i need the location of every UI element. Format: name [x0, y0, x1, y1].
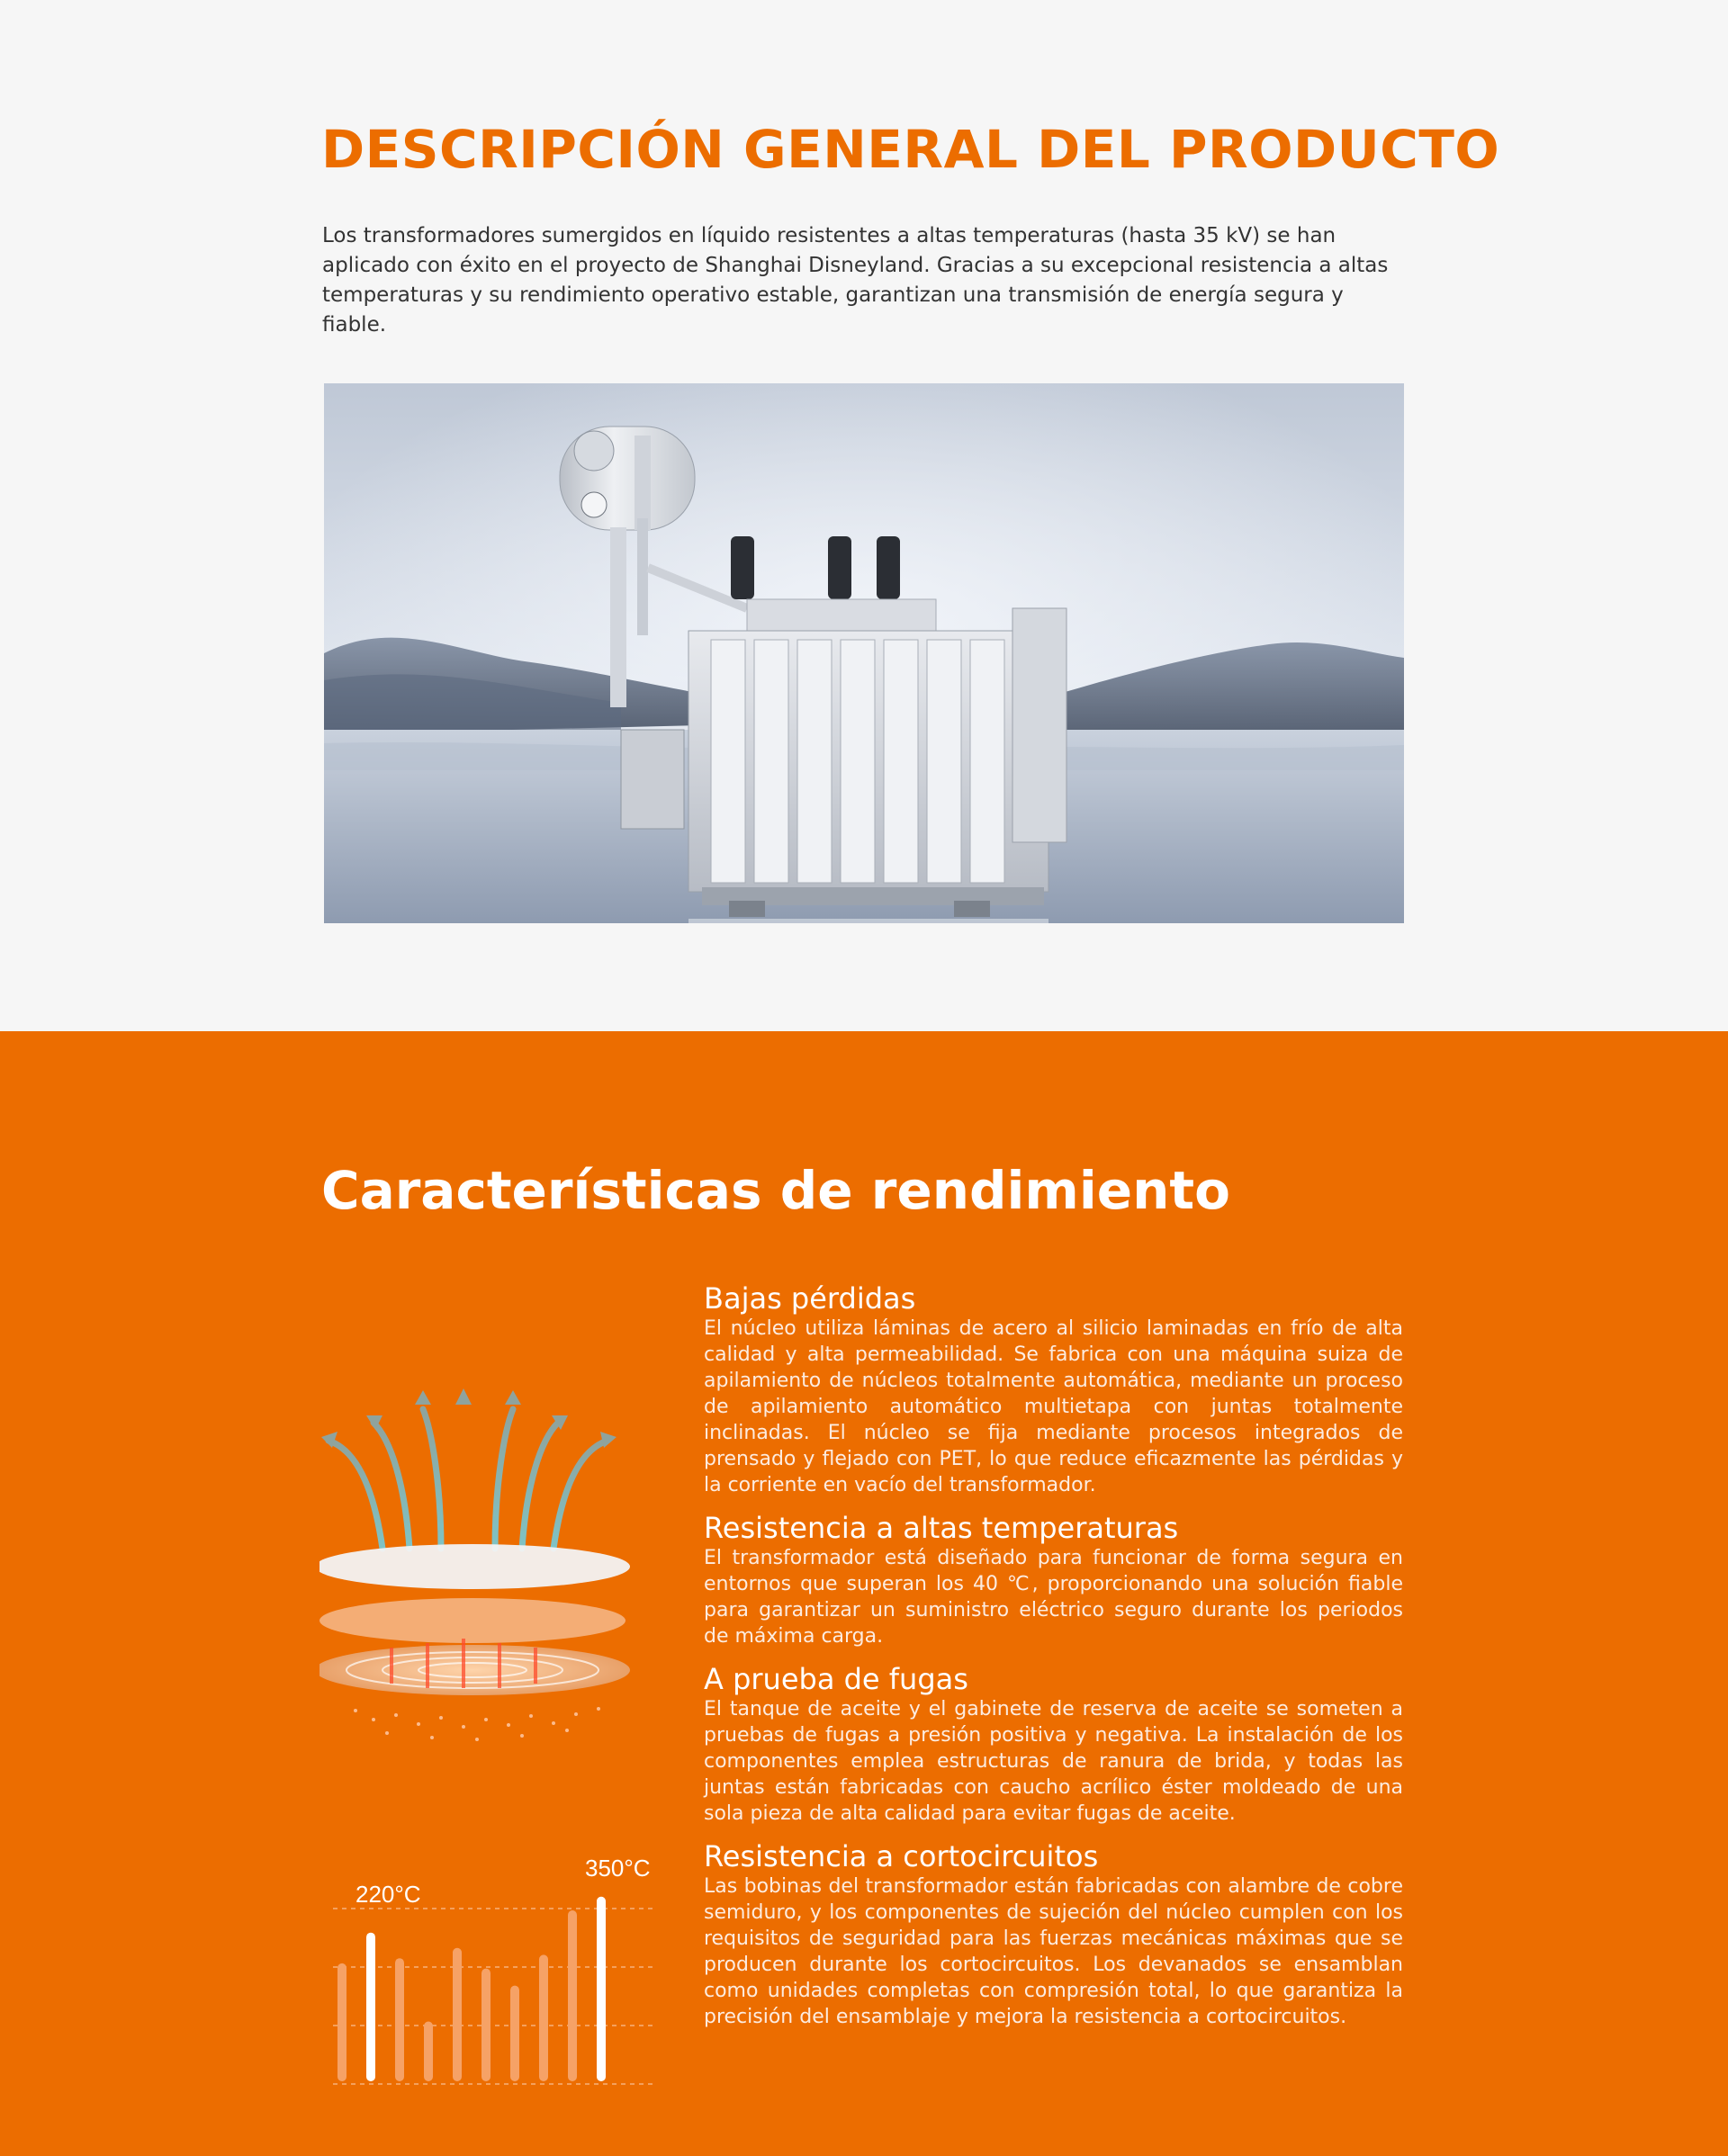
temperature-bar	[568, 1910, 577, 2081]
feature-text: El núcleo utiliza láminas de acero al silicio laminadas en frío de alta calidad y alta permeabilidad. Se fabrica con una máquina suiza de apilamiento de núcleos totalmente automática, mediante un proceso de apilamiento automático multietapa con juntas totalmente inclinadas. El núcleo se fija mediante procesos integrados de prensado y flejado con PET, lo que reduce eficazmente las pérdidas y la corriente en vacío del transformador.	[704, 1317, 1403, 1496]
product-overview-section	[0, 0, 1728, 1031]
heat-dissipation-icon	[320, 1333, 670, 1747]
temperature-bar	[366, 1933, 375, 2081]
feature-title: A prueba de fugas	[704, 1662, 968, 1696]
feature-high-temperature	[704, 1511, 1403, 1649]
temp-label-high: 350°C	[585, 1855, 651, 1882]
feature-low-losses	[704, 1281, 1403, 1498]
temperature-bars-icon	[320, 1711, 670, 2093]
features-list	[704, 1281, 1403, 2043]
feature-leak-proof	[704, 1662, 1403, 1827]
feature-text: El transformador está diseñado para funcionar de forma segura en entornos que superan los 40 ℃, proporcionando una solución fiable para garantizar un suministro eléctrico seguro durante los periodos de máxima carga.	[704, 1547, 1403, 1648]
feature-text: El tanque de aceite y el gabinete de reserva de aceite se someten a pruebas de fugas a presión positiva y negativa. La instalación de los componentes emplea estructuras de ranura de brida, y todas las juntas están fabricadas con caucho acrílico éster moldeado de una sola pieza de alta calidad para evitar fugas de aceite.	[704, 1698, 1403, 1825]
feature-title: Resistencia a cortocircuitos	[704, 1839, 1099, 1873]
temp-label-low: 220°C	[356, 1881, 421, 1908]
performance-section	[0, 1031, 1728, 2156]
overview-title: DESCRIPCIÓN GENERAL DEL PRODUCTO	[321, 119, 1500, 180]
feature-title: Bajas pérdidas	[704, 1281, 916, 1316]
feature-title: Resistencia a altas temperaturas	[704, 1511, 1179, 1545]
temperature-bar	[424, 2022, 433, 2082]
temperature-bar	[510, 1986, 519, 2081]
temperature-bar	[597, 1897, 606, 2081]
temperature-bar	[395, 1958, 404, 2081]
feature-short-circuit	[704, 1839, 1403, 2030]
temperature-bar	[453, 1948, 462, 2081]
transformer-photo	[324, 383, 1404, 923]
temperature-bar	[539, 1954, 548, 2081]
temperature-bar	[482, 1969, 490, 2081]
feature-text: Las bobinas del transformador están fabricadas con alambre de cobre semiduro, y los componentes de sujeción del núcleo cumplen con los requisitos de seguridad para las fuerzas mecánicas máximas que se producen durante los cortocircuitos. Los devanados se ensamblan como unidades completas con compresión total, lo que garantiza la precisión del ensamblaje y mejora la resistencia a cortocircuitos.	[704, 1875, 1403, 2028]
performance-title: Características de rendimiento	[321, 1160, 1230, 1221]
overview-text: Los transformadores sumergidos en líquido resistentes a altas temperaturas (hasta 35 kV) se han aplicado con éxito en el proyecto de Shanghai Disneyland. Gracias a su excepcional resistencia a altas temperaturas y su rendimiento operativo estable, garantizan una transmisión de energía segura y fiable.	[322, 224, 1389, 337]
temperature-bar	[338, 1963, 346, 2081]
